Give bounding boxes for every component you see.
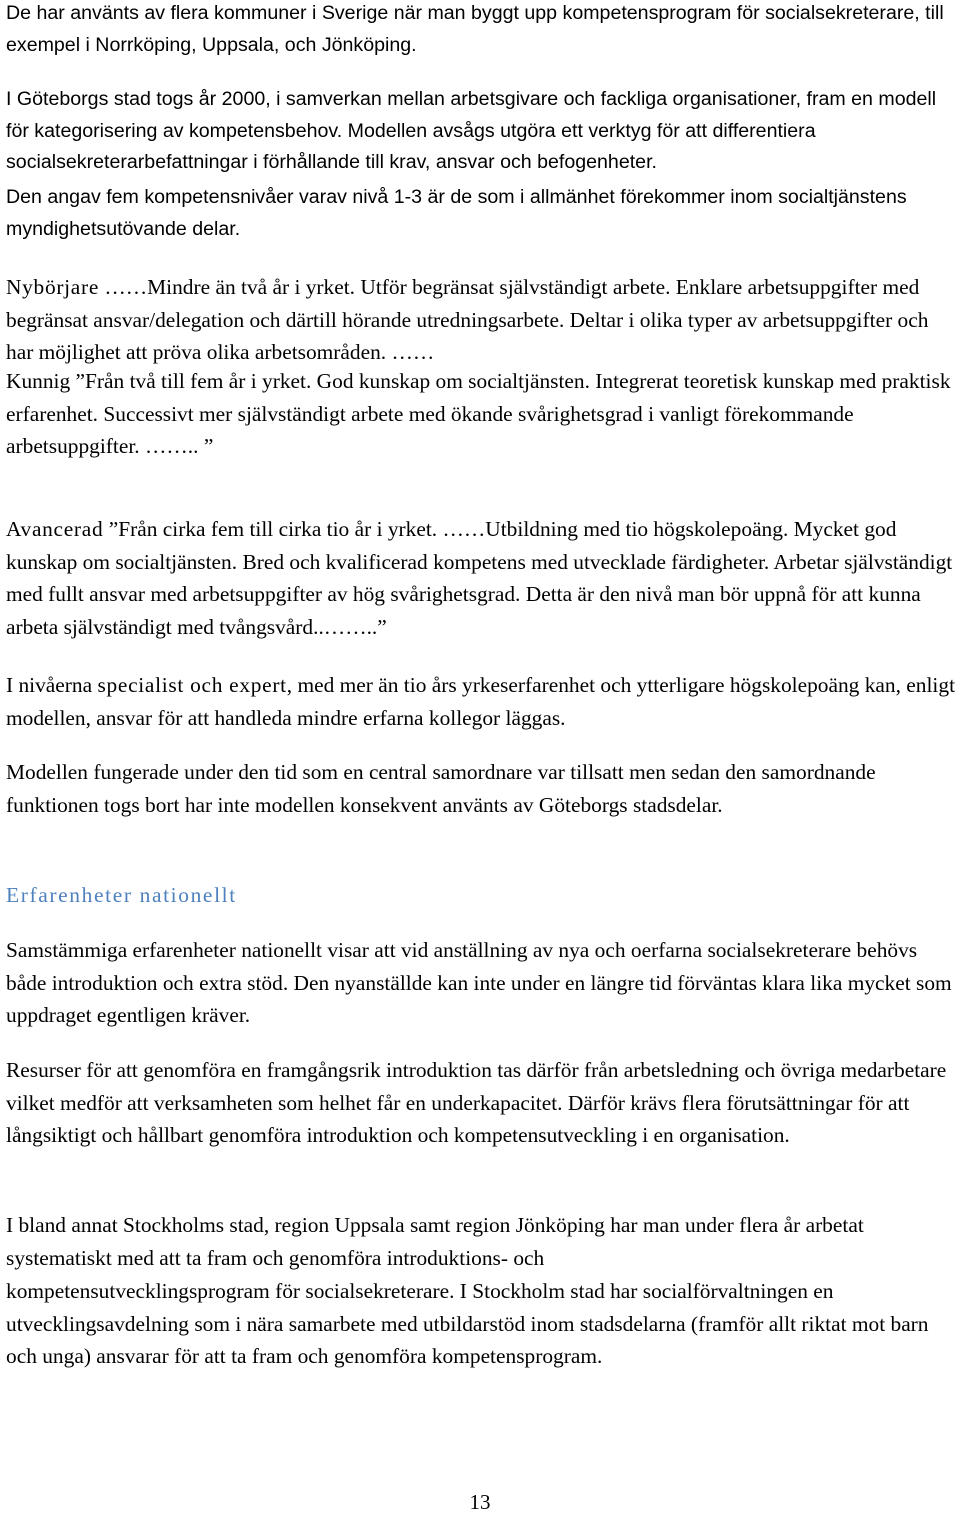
paragraph-competence-levels: Den angav fem kompetensnivåer varav nivå 1-3 är de som i allmänhet förekommer inom socialtjänstens myndighetsutövande delar. xyxy=(6,186,907,240)
term-avancerad: Avancerad xyxy=(6,517,104,541)
section-heading: Erfarenheter nationellt xyxy=(6,883,237,907)
text-nyborjare: ……Mindre än två år i yrket. Utför begränsat självständigt arbete. Enklare arbetsuppgifter med begränsat ansvar/delegation och därtill hörande utredningsarbete. Deltar i olika typer av arbetsuppgifter och har möjlighet att pröva olika arbetsområden. …… xyxy=(6,275,929,364)
paragraph-nyborjare xyxy=(6,271,956,369)
paragraph-stockholm-line1: I bland annat Stockholms stad, region Uppsala samt region Jönköping har man under flera år arbetat systematiskt med att ta fram och genomföra introduktions- och xyxy=(6,1213,864,1270)
paragraph-modellen: Modellen fungerade under den tid som en central samordnare var tillsatt men sedan den samordnande funktionen togs bort har inte modellen konsekvent använts av Göteborgs stadsdelar. xyxy=(6,760,876,817)
text-avancerad: ”Från cirka fem till cirka tio år i yrket. ……Utbildning med tio högskolepoäng. Mycket god kunskap om socialtjänsten. Bred och kvalificerad kompetens med utvecklade färdigheter. Arbetar självständigt med fullt ansvar med arbetsuppgifter av hög svårighetsgrad. Detta är den nivå man bör uppnå för att kunna arbeta självständigt med tvångsvård..……..” xyxy=(6,517,953,639)
text-specialist-intro: I nivåerna xyxy=(6,673,98,697)
term-specialist-expert: specialist och expert xyxy=(97,673,287,697)
paragraph-stockholm-rest: kompetensutvecklingsprogram för socialsekreterare. I Stockholm stad har socialförvaltningen en utvecklingsavdelning som i nära samarbete med utbildarstöd inom stadsdelarna (framför allt riktat mot barn och unga) ansvarar för att ta fram och genomföra kompetensprogram. xyxy=(6,1279,929,1368)
text-specialist-rest: , med mer än tio års yrkeserfarenhet och ytterligare högskolepoäng kan, enligt modellen, ansvar för att handleda mindre erfarna kollegor läggas. xyxy=(6,673,956,730)
term-nyborjare: Nybörjare xyxy=(6,275,100,299)
paragraph-resurser: Resurser för att genomföra en framgångsrik introduktion tas därför från arbetsledning och övriga medarbetare vilket medför att verksamheten som helhet får en underkapacitet. Därför krävs flera förutsättningar för att långsiktigt och hållbart genomföra introduktion och kompetensutveckling i en organisation. xyxy=(6,1058,947,1147)
paragraph-kommuner: De har använts av flera kommuner i Sverige när man byggt upp kompetensprogram för socialsekreterare, till exempel i Norrköping, Uppsala, och Jönköping. xyxy=(6,2,944,56)
paragraph-specialist-expert xyxy=(6,669,956,734)
page-number: 13 xyxy=(469,1490,491,1514)
paragraph-samstammiga: Samstämmiga erfarenheter nationellt visar att vid anställning av nya och oerfarna socialsekreterare behövs både introduktion och extra stöd. Den nyanställde kan inte under en längre tid förväntas klara lika mycket som uppdraget egentligen kräver. xyxy=(6,938,952,1027)
paragraph-goteborg-model: I Göteborgs stad togs år 2000, i samverkan mellan arbetsgivare och fackliga organisationer, fram en modell för kategorisering av kompetensbehov. Modellen avsågs utgöra ett verktyg för att differentiera socialsekreterarbefattningar i förhållande till krav, ansvar och befogenheter. xyxy=(6,88,937,173)
paragraph-kunnig: Kunnig ”Från två till fem år i yrket. God kunskap om socialtjänsten. Integrerat teoretisk kunskap med praktisk erfarenhet. Successivt mer självständigt arbete med ökande svårighetsgrad i vanligt förekommande arbetsuppgifter. …….. ” xyxy=(6,369,951,458)
paragraph-avancerad xyxy=(6,513,956,643)
